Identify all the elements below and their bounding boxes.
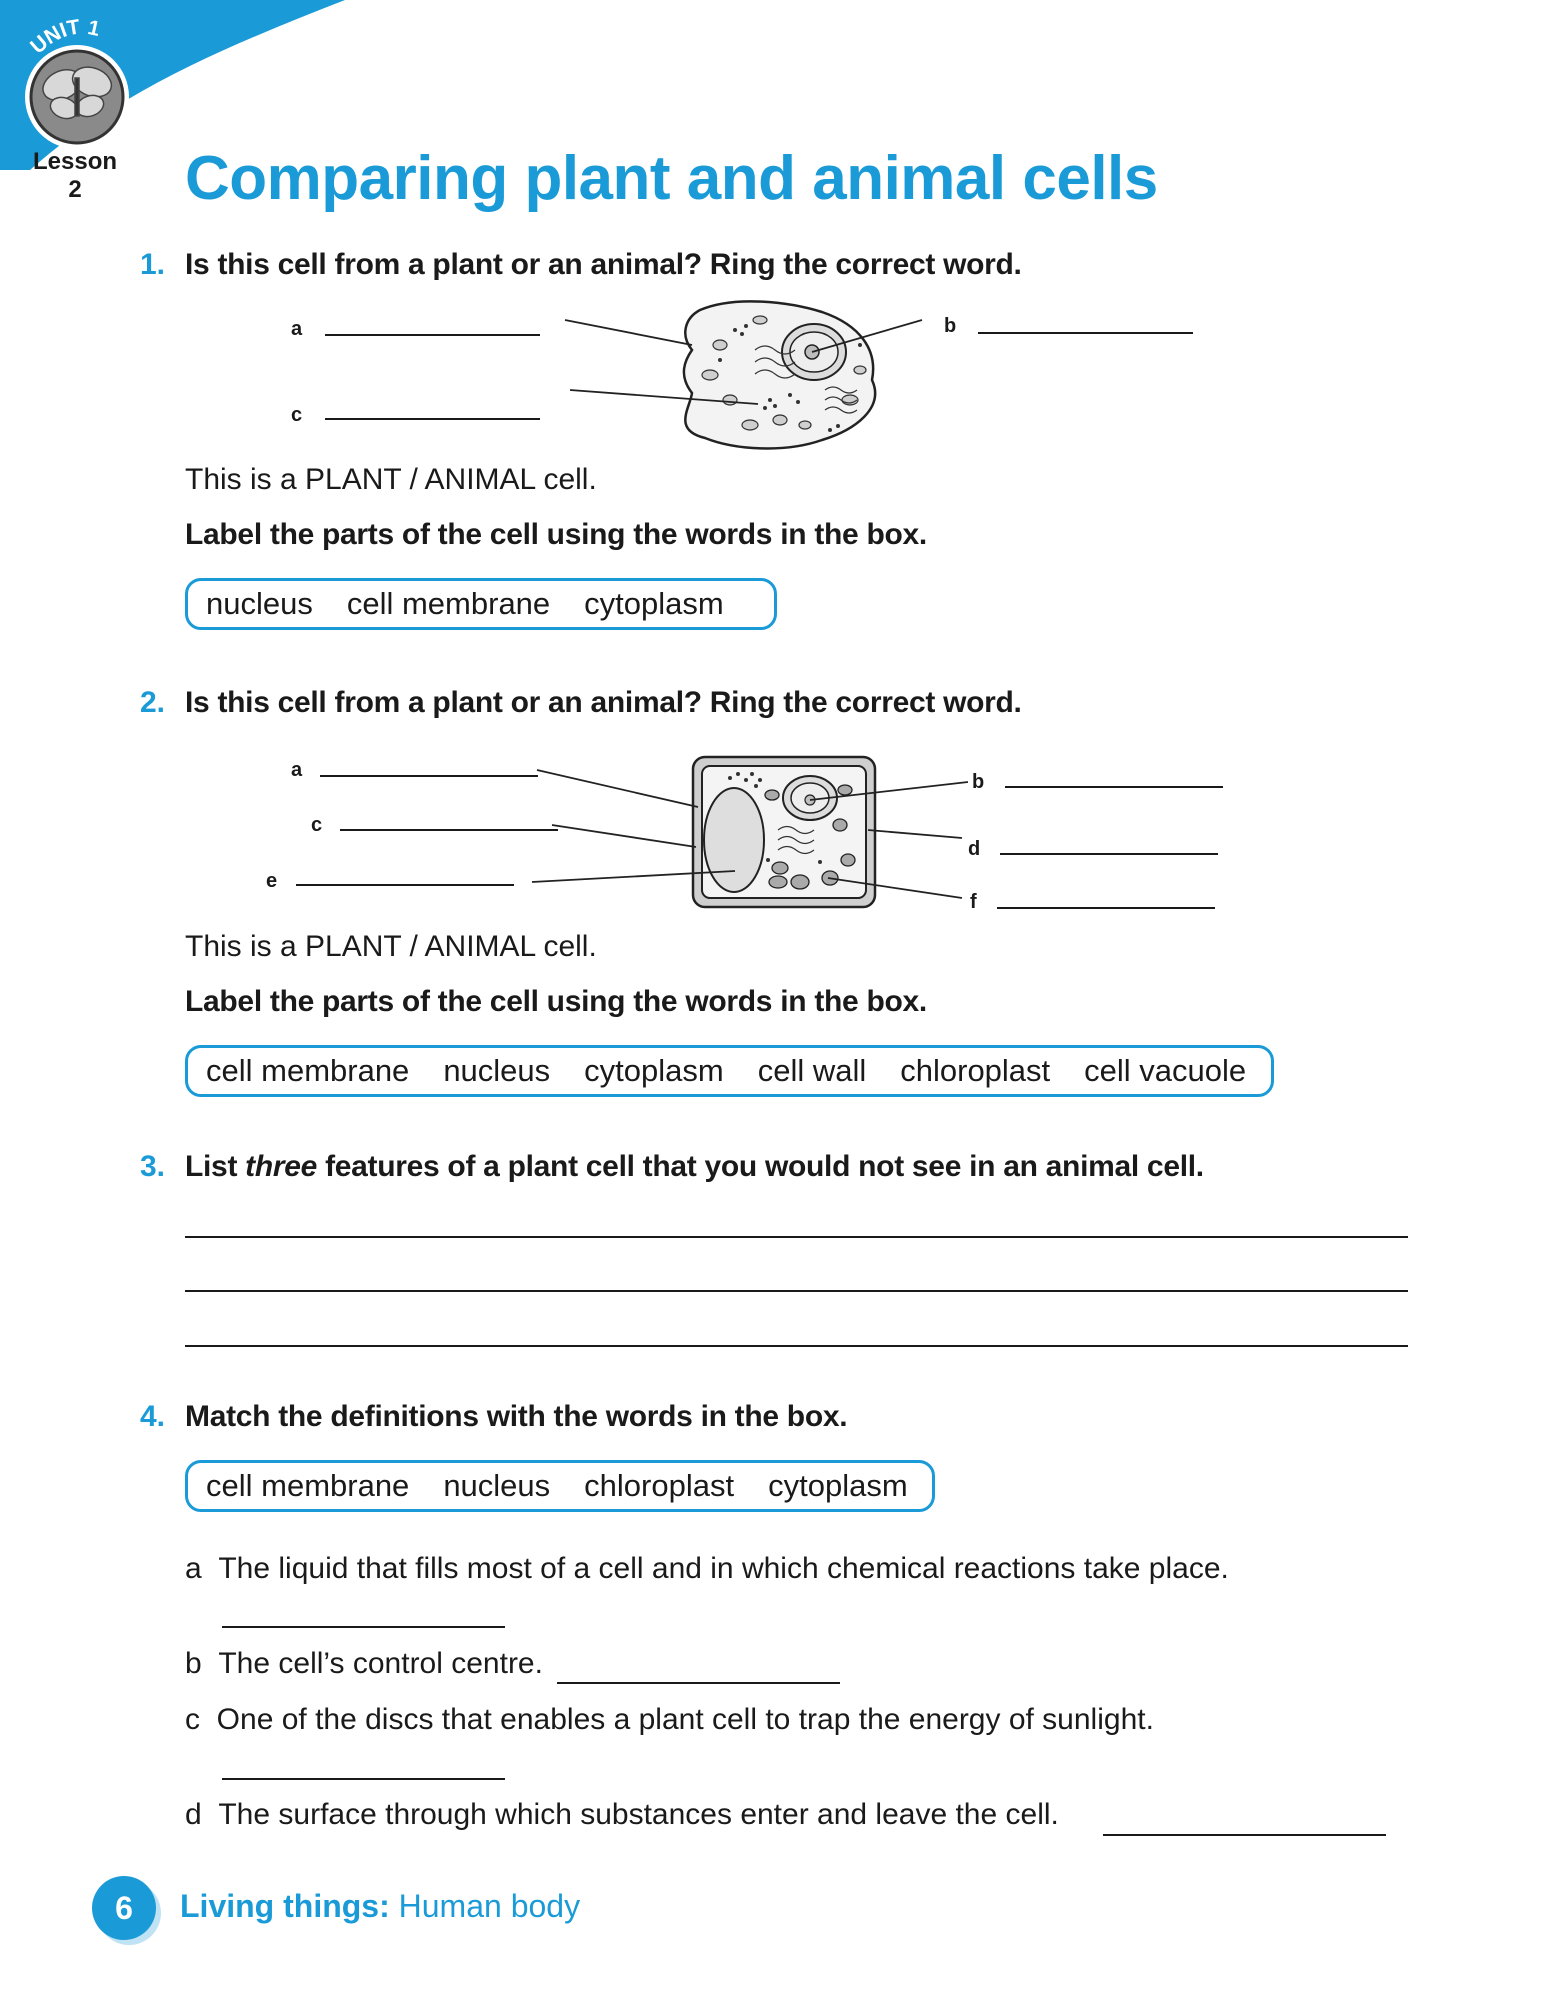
- word: cell membrane: [206, 1053, 410, 1088]
- q1-statement: This is a PLANT / ANIMAL cell.: [185, 463, 597, 496]
- q2-answer-line-d[interactable]: [1000, 853, 1218, 855]
- unit-label: [20, 10, 140, 60]
- q4-answer-line-a[interactable]: [222, 1626, 505, 1628]
- q2-answer-line-b[interactable]: [1005, 786, 1223, 788]
- q2-answer-line-e[interactable]: [296, 884, 514, 886]
- word: nucleus: [443, 1468, 551, 1503]
- page-title: Comparing plant and animal cells: [185, 144, 1158, 213]
- q1-answer-line-b[interactable]: [978, 332, 1193, 334]
- q1-answer-line-a[interactable]: [325, 334, 540, 336]
- q4-item-c: c One of the discs that enables a plant cell to trap the energy of sunlight.: [185, 1703, 1154, 1736]
- q1-word-box: [185, 578, 777, 630]
- word: nucleus: [443, 1053, 551, 1088]
- q2-label-e: e: [266, 870, 278, 892]
- q4-answer-line-b[interactable]: [557, 1682, 840, 1684]
- q2-number: 2.: [140, 686, 166, 719]
- word: cell membrane: [206, 1468, 410, 1503]
- q1-answer-line-c[interactable]: [325, 418, 540, 420]
- q3-number: 3.: [140, 1150, 166, 1183]
- q1-number: 1.: [140, 248, 166, 281]
- q3-question: List three features of a plant cell that you would not see in an animal cell.: [185, 1150, 1204, 1183]
- svg-text:UNIT 1: UNIT 1: [26, 15, 102, 59]
- q1-instruction: Label the parts of the cell using the words in the box.: [185, 518, 927, 551]
- page-number: 6: [92, 1876, 156, 1940]
- q4-word-box: [185, 1460, 935, 1512]
- word: nucleus: [206, 586, 313, 621]
- q2-answer-line-c[interactable]: [340, 829, 558, 831]
- q4-item-a: a The liquid that fills most of a cell and in which chemical reactions take place.: [185, 1552, 1229, 1585]
- q2-label-d: d: [968, 838, 981, 860]
- word: cytoplasm: [584, 586, 724, 621]
- q2-question: Is this cell from a plant or an animal? Ring the correct word.: [185, 686, 1022, 719]
- q4-item-b: b The cell’s control centre.: [185, 1647, 543, 1680]
- q2-answer-line-a[interactable]: [320, 775, 538, 777]
- q4-item-d: d The surface through which substances enter and leave the cell.: [185, 1798, 1059, 1831]
- q2-instruction: Label the parts of the cell using the words in the box.: [185, 985, 927, 1018]
- animal-cell-diagram: [560, 290, 940, 460]
- word: chloroplast: [900, 1053, 1051, 1088]
- q3-answer-line[interactable]: [185, 1236, 1408, 1238]
- footer-section: Living things: Human body: [180, 1888, 581, 1924]
- q2-label-f: f: [970, 891, 977, 913]
- q1-label-c: c: [291, 404, 303, 426]
- q1-question: Is this cell from a plant or an animal? Ring the correct word.: [185, 248, 1022, 281]
- q2-label-a: a: [291, 759, 303, 781]
- q2-word-box: [185, 1045, 1274, 1097]
- word: cell vacuole: [1084, 1053, 1247, 1088]
- q4-answer-line-c[interactable]: [222, 1778, 505, 1780]
- q2-statement: This is a PLANT / ANIMAL cell.: [185, 930, 597, 963]
- q3-answer-line[interactable]: [185, 1290, 1408, 1292]
- q3-answer-line[interactable]: [185, 1345, 1408, 1347]
- word: chloroplast: [584, 1468, 735, 1503]
- q4-number: 4.: [140, 1400, 166, 1433]
- plant-cell-diagram: [530, 750, 980, 920]
- q1-label-a: a: [291, 318, 303, 340]
- word: cell membrane: [346, 586, 551, 621]
- q4-answer-line-d[interactable]: [1103, 1834, 1386, 1836]
- q1-label-b: b: [944, 315, 957, 337]
- lesson-label: Lesson 2: [32, 148, 118, 203]
- word: cytoplasm: [584, 1053, 724, 1088]
- word: cell wall: [757, 1053, 867, 1088]
- q2-label-b: b: [972, 771, 985, 793]
- q2-label-c: c: [311, 814, 323, 836]
- q2-answer-line-f[interactable]: [997, 907, 1215, 909]
- q4-question: Match the definitions with the words in the box.: [185, 1400, 848, 1433]
- word: cytoplasm: [768, 1468, 908, 1503]
